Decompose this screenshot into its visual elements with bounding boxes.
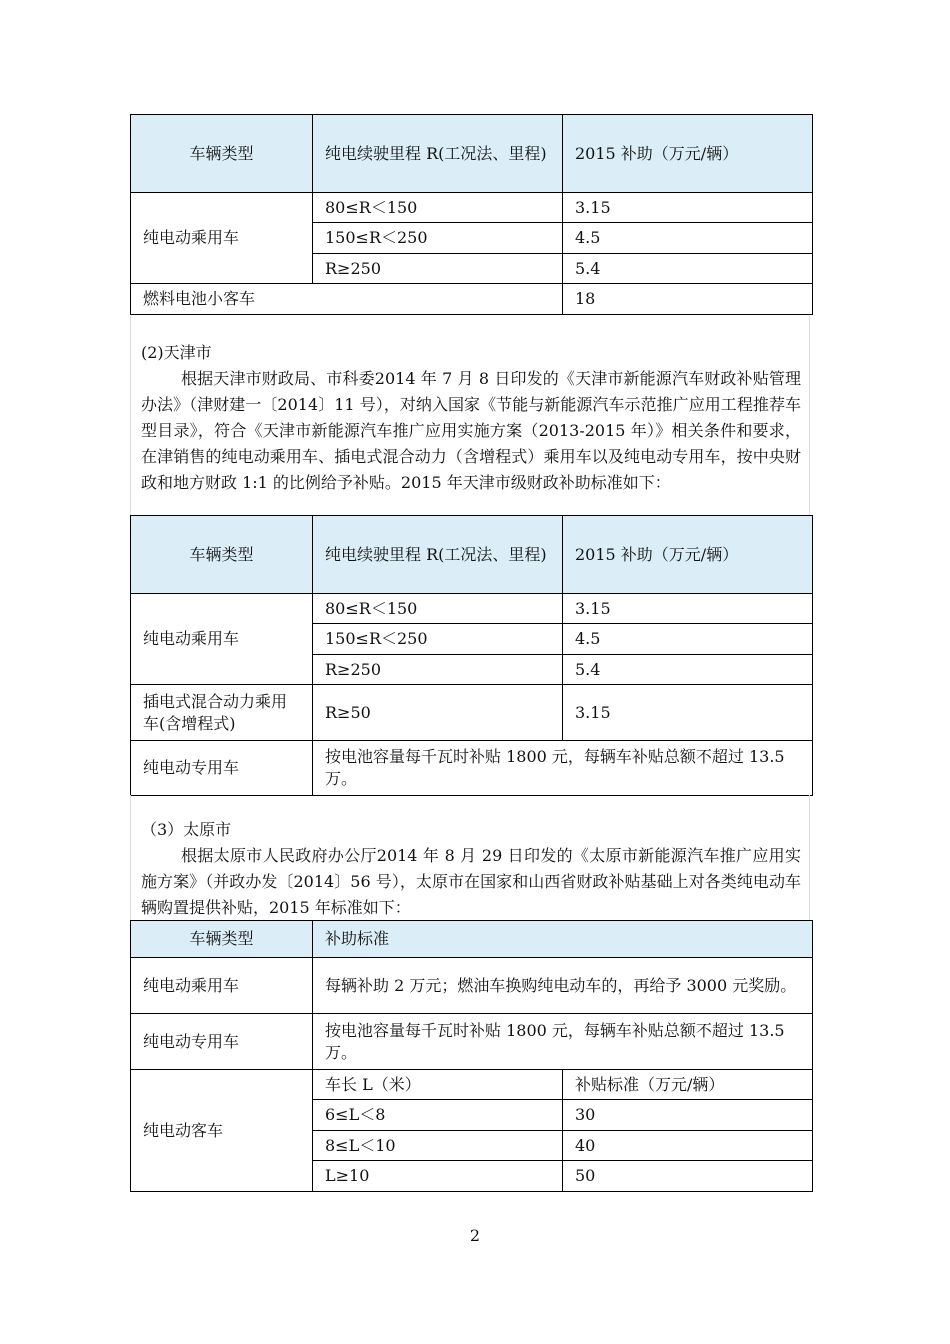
- table-row: [131, 193, 813, 223]
- header-vehicle-type: 车辆类型: [131, 921, 313, 958]
- section-heading: (2)天津市: [141, 343, 212, 362]
- header-range: 纯电续驶里程 R(工况法、里程): [313, 516, 563, 594]
- range-cell: R≥250: [313, 254, 563, 284]
- table-row: [131, 958, 813, 1014]
- value-cell: 5.4: [563, 254, 813, 284]
- beijing-subsidy-table: [130, 114, 813, 315]
- value-cell: 50: [563, 1161, 813, 1192]
- range-cell: 150≤R＜250: [313, 223, 563, 254]
- range-cell: 150≤R＜250: [313, 624, 563, 655]
- table-header-row: [131, 516, 813, 594]
- section-paragraph: 根据天津市财政局、市科委2014 年 7 月 8 日印发的《天津市新能源汽车财政补贴管理办法》（津财建一〔2014〕11 号），对纳入国家《节能与新能源汽车示范推广应用工程推荐车型目录》，符合《天津市新能源汽车推广应用实施方案（2013-2015 年）》相关条件和要求，在津销售的纯电动乘用车、插电式混合动力（含增程式）乘用车以及纯电动专用车，按中央财政和地方财政 1:1 的比例给予补贴。2015 年天津市级财政补助标准如下：: [141, 369, 801, 492]
- value-cell: 4.5: [563, 624, 813, 655]
- table-row: [131, 1014, 813, 1070]
- section-heading: （3）太原市: [141, 820, 232, 839]
- value-cell: 30: [563, 1100, 813, 1131]
- header-vehicle-type: 车辆类型: [131, 115, 313, 193]
- taiyuan-section: [130, 795, 810, 920]
- table-header-row: [131, 921, 813, 958]
- value-cell: 3.15: [563, 594, 813, 624]
- header-subsidy: 2015 补助（万元/辆）: [563, 115, 813, 193]
- phev-label: 插电式混合动力乘用车(含增程式): [131, 685, 313, 741]
- special-text: 按电池容量每千瓦时补贴 1800 元，每辆车补贴总额不超过 13.5 万。: [313, 1014, 813, 1070]
- fuel-cell-label: 燃料电池小客车: [131, 284, 563, 315]
- table-header-row: [131, 115, 813, 193]
- value-cell: 5.4: [563, 655, 813, 685]
- bus-subheader-subsidy: 补贴标准（万元/辆）: [563, 1070, 813, 1100]
- fuel-cell-value: 18: [563, 284, 813, 315]
- special-label: 纯电动专用车: [131, 1014, 313, 1070]
- group-label: 纯电动乘用车: [131, 594, 313, 685]
- value-cell: 3.15: [563, 193, 813, 223]
- bus-label: 纯电动客车: [131, 1070, 313, 1192]
- range-cell: R≥250: [313, 655, 563, 685]
- table-row: [131, 741, 813, 796]
- header-subsidy: 2015 补助（万元/辆）: [563, 516, 813, 594]
- tianjin-subsidy-table: [130, 515, 813, 796]
- phev-value: 3.15: [563, 685, 813, 741]
- header-range: 纯电续驶里程 R(工况法、里程): [313, 115, 563, 193]
- range-cell: 80≤R＜150: [313, 594, 563, 624]
- range-cell: 6≤L＜8: [313, 1100, 563, 1131]
- taiyuan-subsidy-table: [130, 920, 813, 1192]
- header-standard: 补助标准: [313, 921, 813, 958]
- phev-range: R≥50: [313, 685, 563, 741]
- bus-subheader-length: 车长 L（米）: [313, 1070, 563, 1100]
- table-row: [131, 1070, 813, 1100]
- section-paragraph: 根据太原市人民政府办公厅2014 年 8 月 29 日印发的《太原市新能源汽车推广应用实施方案》（并政办发〔2014〕56 号），太原市在国家和山西省财政补贴基础上对各类纯电动车辆购置提供补贴，2015 年标准如下：: [141, 846, 801, 917]
- range-cell: 8≤L＜10: [313, 1131, 563, 1161]
- page-number: 2: [469, 1226, 481, 1245]
- special-text: 按电池容量每千瓦时补贴 1800 元，每辆车补贴总额不超过 13.5 万。: [313, 741, 813, 796]
- range-cell: L≥10: [313, 1161, 563, 1192]
- group-label: 纯电动乘用车: [131, 193, 313, 284]
- table-row: [131, 594, 813, 624]
- table-row: [131, 284, 813, 315]
- passenger-text: 每辆补助 2 万元；燃油车换购纯电动车的，再给予 3000 元奖励。: [313, 958, 813, 1014]
- passenger-label: 纯电动乘用车: [131, 958, 313, 1014]
- value-cell: 40: [563, 1131, 813, 1161]
- value-cell: 4.5: [563, 223, 813, 254]
- special-label: 纯电动专用车: [131, 741, 313, 796]
- tianjin-section: [130, 316, 810, 515]
- header-vehicle-type: 车辆类型: [131, 516, 313, 594]
- range-cell: 80≤R＜150: [313, 193, 563, 223]
- table-row: [131, 685, 813, 741]
